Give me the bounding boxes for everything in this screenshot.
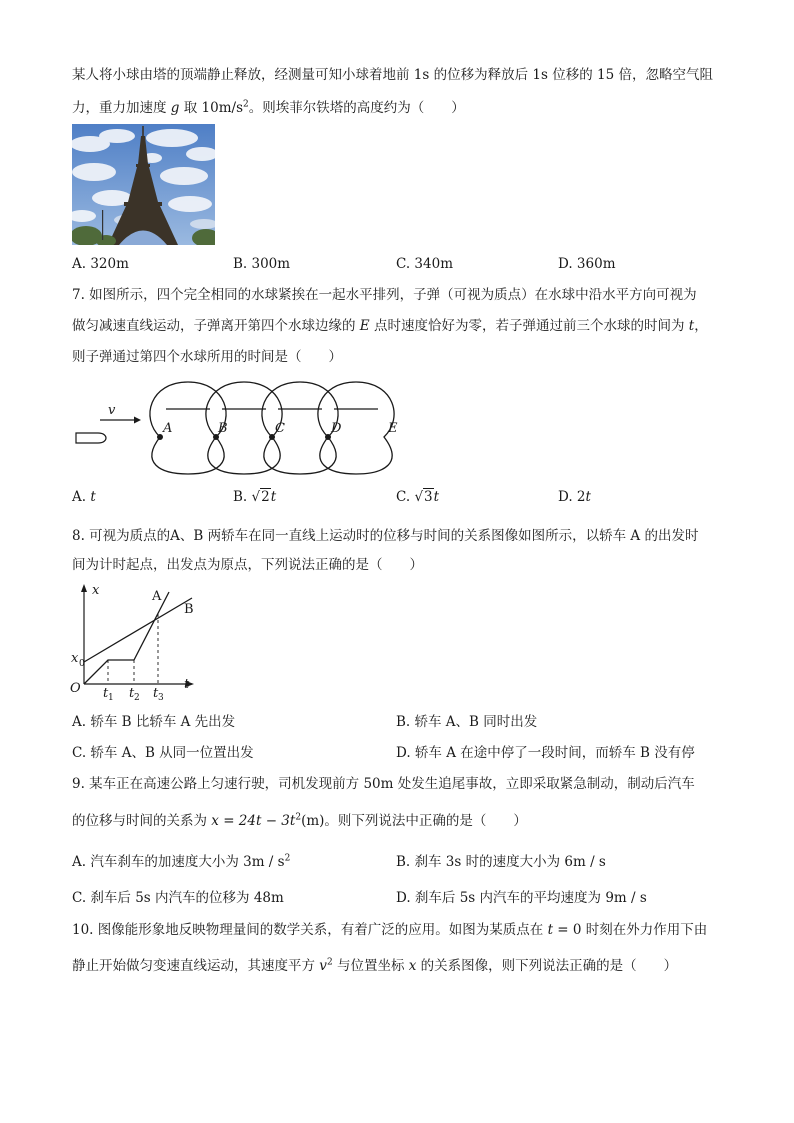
t3-label: t bbox=[153, 686, 159, 700]
x-axis-label: t bbox=[184, 677, 190, 692]
q9-option-d: D. 刹车后 5s 内汽车的平均速度为 9m / s bbox=[396, 890, 647, 906]
sqrt-symbol: √3 bbox=[414, 489, 433, 505]
q8-option-a: A. 轿车 B 比轿车 A 先出发 bbox=[72, 714, 236, 730]
q7-option-c-prefix: C. bbox=[396, 489, 415, 505]
q7-stem-line-2 bbox=[72, 316, 708, 336]
q8-option-b: B. 轿车 A、B 同时出发 bbox=[396, 714, 538, 730]
q7-option-b-radicand: 2 bbox=[261, 489, 270, 505]
q7-text: 点时速度恰好为零，若子弹通过前三个水球的时间为 bbox=[369, 318, 689, 334]
q7-option-c-radicand: 3 bbox=[424, 489, 433, 505]
q6-option-a: A. 320m bbox=[72, 256, 129, 272]
q7-option-a bbox=[72, 487, 96, 507]
q6-stem-line-1: 某人将小球由塔的顶端静止释放，经测量可知小球着地前 1s 的位移为释放后 1s 位移的 15 倍，忽略空气阻 bbox=[72, 67, 713, 83]
line-a bbox=[84, 592, 169, 684]
q10-text: 的关系图像，则下列说法正确的是（ ） bbox=[416, 958, 678, 974]
q7-text: ， bbox=[694, 318, 708, 334]
eiffel-tower-photo bbox=[72, 124, 215, 245]
position-time-graph bbox=[66, 580, 206, 704]
q9-formula: x = 24t − 3t bbox=[211, 813, 296, 829]
q6-option-d: D. 360m bbox=[558, 256, 616, 272]
line-a-label: A bbox=[152, 589, 162, 604]
q10-v-exponent: 2 bbox=[326, 957, 333, 968]
origin-label: O bbox=[70, 681, 81, 696]
t2-subscript: 2 bbox=[134, 693, 140, 700]
q7-option-d bbox=[558, 487, 591, 507]
label-b: B bbox=[218, 421, 228, 436]
q10-text: 与位置坐标 bbox=[332, 958, 409, 974]
q10-t-symbol: t bbox=[547, 922, 553, 938]
label-d: D bbox=[331, 421, 342, 436]
x0-label: x bbox=[71, 651, 79, 666]
q10-text: 静止开始做匀变速直线运动，其速度平方 bbox=[72, 958, 320, 974]
t3-subscript: 3 bbox=[158, 693, 164, 700]
water-ball-1 bbox=[150, 382, 226, 474]
q9-option-a bbox=[72, 852, 290, 872]
q9-formula-exponent: 2 bbox=[295, 812, 302, 823]
q7-option-b-prefix: B. bbox=[233, 489, 252, 505]
q7-option-a-var: t bbox=[90, 489, 96, 505]
q6-stem-line-2 bbox=[72, 98, 465, 118]
q8-option-d: D. 轿车 A 在途中停了一段时间，而轿车 B 没有停 bbox=[396, 745, 695, 761]
q7-option-b-var: t bbox=[270, 489, 277, 505]
q6-text: 。则埃菲尔铁塔的高度约为（ ） bbox=[248, 100, 465, 116]
q10-text: 10. 图像能形象地反映物理量间的数学关系，有着广泛的应用。如图为某质点在 bbox=[72, 922, 548, 938]
q10-text: = 0 时刻在外力作用下由 bbox=[553, 922, 708, 938]
water-ball-4 bbox=[318, 382, 394, 474]
q8-stem-line-1: 8. 可视为质点的A、B 两轿车在同一直线上运动时的位移与时间的关系图像如图所示，以轿车 A 的出发时 bbox=[72, 528, 699, 544]
q6-g-symbol: g bbox=[170, 100, 180, 116]
q6-text: 取 10m/s bbox=[179, 100, 243, 116]
q9-stem-line-2 bbox=[72, 811, 527, 831]
water-ball-3 bbox=[262, 382, 338, 474]
q7-option-c bbox=[396, 487, 439, 507]
q10-stem-line-2 bbox=[72, 956, 677, 976]
q8-option-c: C. 轿车 A、B 从同一位置出发 bbox=[72, 745, 254, 761]
label-e: E bbox=[388, 421, 398, 436]
q6-text: 力，重力加速度 bbox=[72, 100, 171, 116]
label-c: C bbox=[275, 421, 285, 436]
bullet-icon bbox=[76, 433, 106, 443]
velocity-label: v bbox=[108, 403, 116, 418]
q9-option-c: C. 刹车后 5s 内汽车的位移为 48m bbox=[72, 890, 284, 906]
q7-option-b bbox=[233, 487, 276, 507]
water-balls-diagram bbox=[70, 378, 410, 482]
q9-stem-line-1: 9. 某车正在高速公路上匀速行驶，司机发现前方 50m 处发生追尾事故，立即采取紧急制动，制动后汽车 bbox=[72, 776, 695, 792]
q7-stem-line-3: 则子弹通过第四个水球所用的时间是（ ） bbox=[72, 349, 342, 365]
q9-option-b: B. 刹车 3s 时的速度大小为 6m / s bbox=[396, 854, 606, 870]
q7-option-d-prefix: D. 2 bbox=[558, 489, 586, 505]
x-axis-arrow-icon bbox=[81, 584, 87, 592]
q7-t-symbol: t bbox=[688, 318, 695, 334]
q6-exponent: 2 bbox=[243, 99, 249, 110]
y-axis-label: x bbox=[92, 583, 100, 598]
line-b-label: B bbox=[184, 602, 194, 617]
q7-stem-line-1: 7. 如图所示，四个完全相同的水球紧挨在一起水平排列，子弹（可视为质点）在水球中沿水平方向可视为 bbox=[72, 287, 697, 303]
q6-option-b: B. 300m bbox=[233, 256, 291, 272]
q6-option-c: C. 340m bbox=[396, 256, 453, 272]
q9-text: 。则下列说法中正确的是（ ） bbox=[324, 813, 527, 829]
q9-text: 的位移与时间的关系为 bbox=[72, 813, 212, 829]
q7-option-d-var: t bbox=[585, 489, 591, 505]
q9-option-a-exponent: 2 bbox=[284, 853, 291, 864]
q7-option-a-prefix: A. bbox=[72, 489, 91, 505]
q9-option-a-text: A. 汽车刹车的加速度大小为 3m / s bbox=[72, 854, 285, 870]
t1-subscript: 1 bbox=[108, 693, 114, 700]
q9-formula-unit: (m) bbox=[301, 813, 325, 829]
t1-label: t bbox=[103, 686, 109, 700]
x0-subscript: 0 bbox=[79, 659, 85, 669]
q7-text: 做匀减速直线运动，子弹离开第四个水球边缘的 bbox=[72, 318, 360, 334]
q10-stem-line-1 bbox=[72, 920, 707, 940]
q10-v-symbol: v bbox=[319, 958, 327, 974]
q7-e-symbol: E bbox=[359, 318, 370, 334]
sqrt-symbol: √2 bbox=[251, 489, 270, 505]
t2-label: t bbox=[129, 686, 135, 700]
q10-x-symbol: x bbox=[408, 958, 417, 974]
label-a: A bbox=[163, 421, 173, 436]
q7-option-c-var: t bbox=[433, 489, 440, 505]
q8-stem-line-2: 间为计时起点，出发点为原点，下列说法正确的是（ ） bbox=[72, 557, 423, 573]
